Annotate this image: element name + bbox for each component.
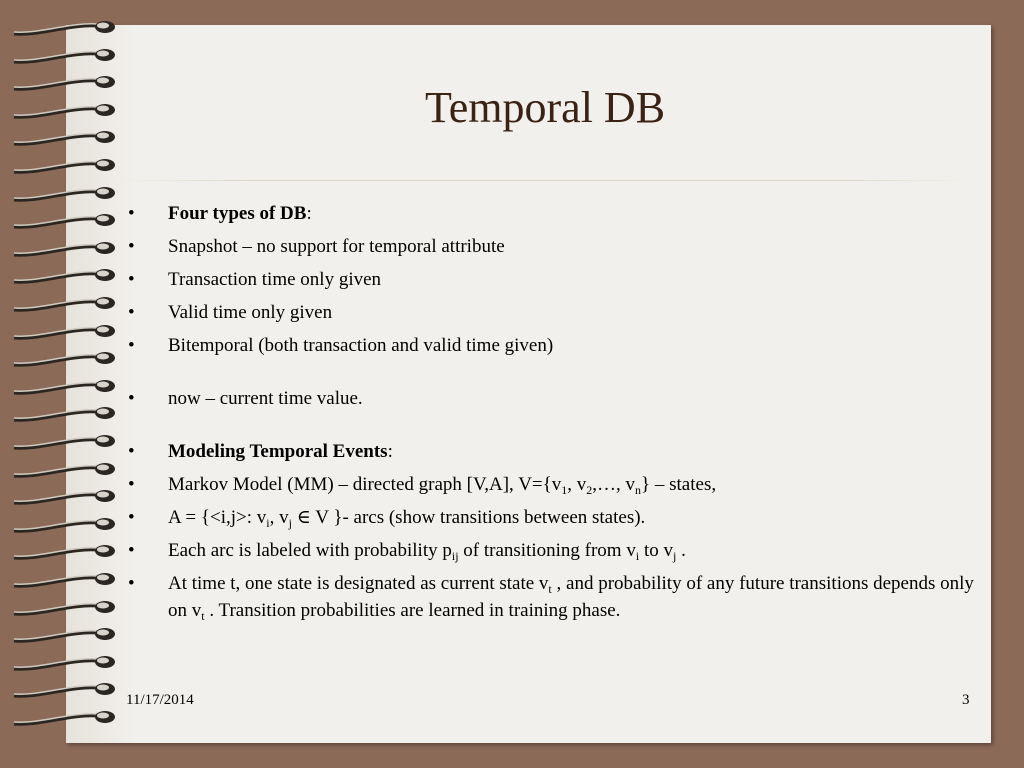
binding-ring-icon <box>10 460 115 480</box>
bullet-dot: • <box>128 236 135 257</box>
binding-ring-icon <box>10 184 115 204</box>
slide-date: 11/17/2014 <box>126 692 194 708</box>
binding-ring-icon <box>10 515 115 535</box>
bullet-dot: • <box>128 540 135 561</box>
bullet-dot: • <box>128 388 135 409</box>
bullet-dot: • <box>128 335 135 356</box>
bullet-dot: • <box>128 573 135 594</box>
list-item <box>128 233 978 260</box>
binding-ring-icon <box>10 294 115 314</box>
bullet-list <box>128 200 978 630</box>
bullet-heading: Four types of DB <box>168 203 307 224</box>
binding-ring-icon <box>10 653 115 673</box>
binding-ring-icon <box>10 377 115 397</box>
bullet-dot: • <box>128 507 135 528</box>
bullet-text: Each arc is labeled with probability $p_{ij}$ of transitioning from $v_i$ to $v_j$ . <box>168 540 686 563</box>
binding-ring-icon <box>10 46 115 66</box>
list-item <box>128 200 978 227</box>
bullet-text: Transaction time only given <box>168 269 382 290</box>
bullet-text: : <box>387 441 393 462</box>
binding-ring-icon <box>10 542 115 562</box>
bullet-text: now – current time value. <box>168 388 363 409</box>
binding-ring-icon <box>10 349 115 369</box>
bullet-text: Snapshot – no support for temporal attribute <box>168 236 505 257</box>
binding-ring-icon <box>10 404 115 424</box>
binding-ring-icon <box>10 211 115 231</box>
bullet-text: A = {<i,j>: $v_i$, $v_j$ ∈ V }- arcs (show transitions between states). <box>168 507 646 530</box>
binding-ring-icon <box>10 322 115 342</box>
bullet-heading: Modeling Temporal Events <box>168 441 388 462</box>
binding-ring-icon <box>10 432 115 452</box>
title-divider <box>120 180 970 181</box>
list-item <box>128 570 978 624</box>
list-item <box>128 385 978 412</box>
binding-ring-icon <box>10 598 115 618</box>
bullet-text: : <box>306 203 312 224</box>
binding-ring-icon <box>10 239 115 259</box>
binding-ring-icon <box>10 487 115 507</box>
bullet-dot: • <box>128 302 135 323</box>
list-item <box>128 438 978 465</box>
bullet-dot: • <box>128 269 135 290</box>
binding-ring-icon <box>10 156 115 176</box>
bullet-dot: • <box>128 474 135 495</box>
bullet-dot: • <box>128 441 135 462</box>
bullet-text: Markov Model (MM) – directed graph [V,A], $V=\{v_1$, $v_2,\dots$, $v_n$} – states, <box>168 474 717 497</box>
binding-ring-icon <box>10 570 115 590</box>
list-item <box>128 299 978 326</box>
binding-ring-icon <box>10 708 115 728</box>
list-item <box>128 504 978 531</box>
slide-number: 3 <box>962 692 970 708</box>
bullet-text: At time t, one state is designated as current state $v_t$ , and probability of any future transitions depends only on $v_t$ . Transition probabilities are learned in training phase. <box>168 573 974 623</box>
list-item <box>128 332 978 359</box>
list-item <box>128 266 978 293</box>
binding-ring-icon <box>10 625 115 645</box>
slide-title: Temporal DB <box>424 83 666 132</box>
bullet-text: Valid time only given <box>168 302 333 323</box>
list-item <box>128 537 978 564</box>
binding-ring-icon <box>10 18 115 38</box>
binding-ring-icon <box>10 266 115 286</box>
list-item <box>128 471 978 498</box>
bullet-text: Bitemporal (both transaction and valid time given) <box>168 335 554 356</box>
binding-ring-icon <box>10 680 115 700</box>
bullet-dot: • <box>128 203 135 224</box>
